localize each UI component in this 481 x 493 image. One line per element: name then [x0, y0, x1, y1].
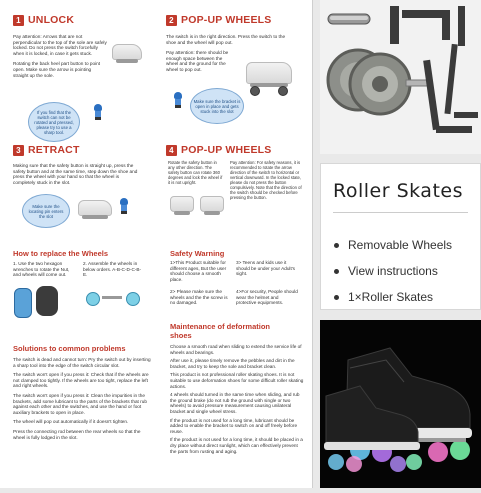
safety-warning-2: 2> Please make sure the wheels and the the screw is no damaged.	[170, 289, 228, 306]
section-popup-2	[166, 144, 306, 156]
section-retract	[13, 144, 143, 185]
section-replace-wheels	[13, 249, 158, 278]
feature-label: Removable Wheels	[348, 238, 453, 252]
unlock-title: UNLOCK	[28, 14, 75, 26]
bullet-icon	[334, 269, 339, 274]
kid-mascot-icon	[172, 92, 184, 108]
solution-4: The wheel will pop out automatically if it doesn't tighten.	[13, 419, 129, 425]
axle-icon	[102, 296, 122, 299]
unlock-text-1: Pay attention: Arrows that are not perpendicular to the top of the sole are safely locked. Do not press the switch forcefully when it is locked, in case it gets stuck.	[13, 34, 107, 56]
kid-mascot-icon	[118, 198, 130, 214]
maintenance-4: 4 wheels should turned in the same time when sliding, and rub the ground brake (do not rub the ground with single or two wheels) to avoid pressure measurement causing unilateral bracket and single wheel stress.	[170, 392, 300, 414]
solution-2: The switch won't open if you press it: Check that if the wheels are not clamped too tightly. If the wheels are too tight, replace the left and right wheels.	[13, 372, 149, 389]
replace-title: How to replace the Wheels	[13, 249, 109, 258]
feature-label: 1×Roller Skates	[348, 290, 434, 304]
step-number: 2	[166, 15, 177, 26]
popup-1-tip-bubble: Make sure the bracket is open in place and gets stuck into the slot	[190, 88, 244, 124]
bullet-icon	[334, 295, 339, 300]
unlock-text-2: Rotating the back heel part button to point open. Make sure the arrow is pointing straight up the sole.	[13, 61, 101, 78]
feature-label: View instructions	[348, 264, 438, 278]
feature-item	[334, 290, 433, 304]
maintenance-3: This product is not professional roller skating shoes. It is not suitable to use deformation shoes for some difficult roller skating actions.	[170, 372, 304, 389]
retract-header	[13, 144, 143, 156]
wheel-and-wrench-icon	[320, 0, 481, 154]
popup-1-text-2: Pay attention: there should be enough space between the wheel and the ground for the wheel to pop out.	[166, 50, 229, 72]
solutions-title: Solutions to common problems	[13, 344, 126, 353]
safety-title: Safety Warning	[170, 249, 225, 258]
wheel-icon	[86, 292, 100, 306]
feature-item	[334, 264, 438, 278]
maintenance-2: After use it, please timely remove the pebbles and dirt in the bracket, and try to keep the sole and bracket clean.	[170, 358, 295, 369]
safety-warning-1: 1>This Product suitable for different ages, But the user should choose a smooth place.	[170, 260, 227, 282]
step-number: 4	[166, 145, 177, 156]
popup-2-text-1: Rotate the safety button in any other direction. The safety button can rotate 360 degrees and lock the wheel if it is not upright.	[168, 160, 223, 185]
retract-title: RETRACT	[28, 144, 80, 156]
maintenance-6: If the product is not used for a long time, it should be placed in a dry place without direct sunlight, which can effectively prevent the parts from rusting and aging.	[170, 437, 303, 454]
sole-illustration	[36, 286, 58, 316]
replace-step-1: 1. Use the two hexagon wrenches to rotate the Nut, and wheels will come out.	[13, 261, 70, 278]
section-maintenance	[170, 322, 308, 454]
feature-item	[334, 238, 452, 252]
retract-text: Making sure that the safety button is straight up, press the safety button and at the same time, step down the shoe and press the wheel with your hand so that the wheel is completely stuck in the slot.	[13, 163, 138, 185]
solution-3: The switch won't open if you press it: Clean the impurities in the brackets, add some lubricant to the parts of the brackets that rub against each other and the switches, and use the hand or foot auxiliary brackets to open in place.	[13, 392, 147, 415]
section-safety-warning	[170, 249, 310, 306]
kid-mascot-icon	[92, 104, 104, 120]
safety-warning-3: 3> Teens and kids use it should be under your Adult's sight.	[236, 260, 296, 277]
section-solutions	[13, 344, 158, 440]
popup-1-header	[166, 14, 306, 26]
roller-shoe-photo	[320, 320, 481, 488]
popup-2-title: POP-UP WHEELS	[181, 144, 272, 156]
shoe-illustration	[246, 62, 292, 84]
divider	[333, 212, 468, 213]
replace-step-2: 2. Assemble the wheels in below orders. A-B-C-D-C-B-E.	[83, 261, 142, 278]
safety-warning-4: 4>For security, People should wear the helmet and protective equipments.	[236, 289, 298, 306]
popup-1-title: POP-UP WHEELS	[181, 14, 272, 26]
sole-illustration	[14, 288, 32, 318]
popup-2-text-2: Pay attention: For safety reasons, it is recommended to rotate the arrow direction of the switch to horizontal or vertical downward. In the locked state, please do not press the button compulsively. Note that the direction of the switch should be checked before pressing the button.	[230, 160, 302, 200]
product-info-card	[320, 163, 481, 310]
wheel-icon	[278, 86, 288, 96]
maintenance-title: Maintenance of deformation shoes	[170, 322, 271, 340]
wheel-icon	[250, 86, 260, 96]
solution-1: The switch is dead and cannot turn: Pry the switch out by inserting a sharp tool into the edge of the switch circular slot.	[13, 357, 151, 368]
shoe-illustration	[112, 44, 142, 60]
step-number: 3	[13, 145, 24, 156]
unlock-header	[13, 14, 151, 26]
unlock-tip-bubble: If you find that the switch can not be rotated and pressed, please try to use a sharp tool.	[28, 102, 80, 142]
roller-shoe-icon	[320, 320, 481, 488]
accessories-photo	[320, 0, 481, 154]
product-title: Roller Skates	[333, 180, 463, 202]
sole-illustration	[200, 196, 224, 212]
maintenance-5: If the product is not used for a long time, lubricant should be added to enable the bracket to switch on and off freely before reuse.	[170, 417, 298, 434]
step-number: 1	[13, 15, 24, 26]
sole-illustration	[170, 196, 194, 212]
bullet-icon	[334, 243, 339, 248]
solution-5: Press the connecting rod between the rear wheels so that the wheel is fully lodged in the slot.	[13, 428, 141, 440]
popup-1-text-1: The switch is in the right direction. Press the switch to the shoe and the wheel will pop out.	[166, 34, 286, 45]
shoe-illustration	[78, 200, 112, 216]
popup-2-header	[166, 144, 306, 156]
retract-tip-bubble: Make sure the locating pin enters the slot	[22, 194, 70, 228]
wheel-icon	[126, 292, 140, 306]
maintenance-1: Choose a smooth road when sliding to extend the service life of wheels and bearings.	[170, 344, 302, 355]
